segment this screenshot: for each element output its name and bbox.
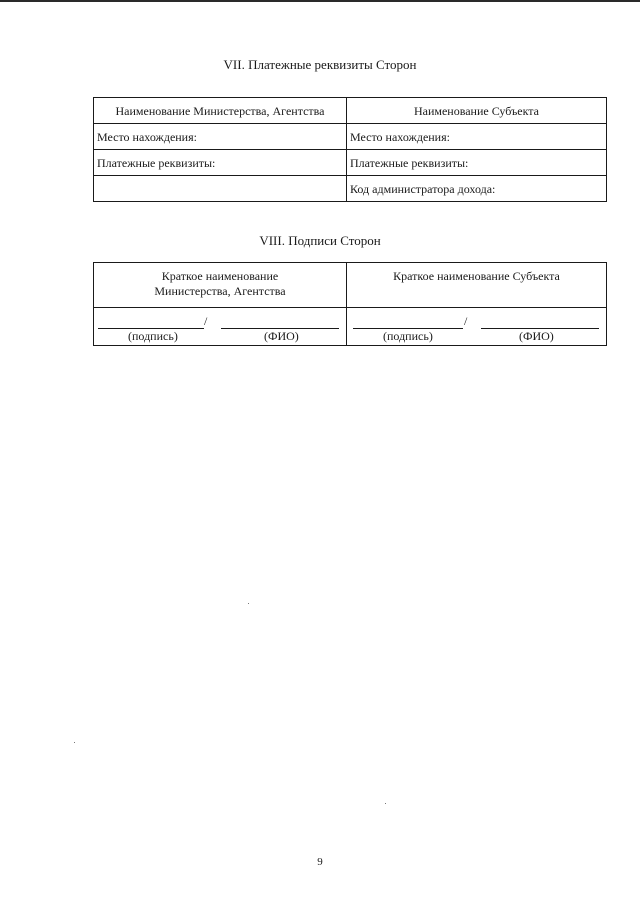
ministry-location-field: Место нахождения: bbox=[94, 124, 347, 150]
subject-signature-caption: (подпись) bbox=[383, 329, 433, 343]
ministry-short-name-line1: Краткое наименование bbox=[161, 269, 279, 283]
table-row bbox=[94, 308, 607, 346]
payment-details-table bbox=[93, 97, 607, 202]
subject-name-header: Наименование Субъекта bbox=[347, 98, 607, 124]
table-row bbox=[94, 124, 607, 150]
subject-payment-details-field: Платежные реквизиты: bbox=[347, 150, 607, 176]
ministry-payment-details-field: Платежные реквизиты: bbox=[94, 150, 347, 176]
table-row bbox=[94, 176, 607, 202]
subject-name-caption: (ФИО) bbox=[519, 329, 554, 343]
table-row bbox=[94, 263, 607, 308]
section-title-signatures: VIII. Подписи Сторон bbox=[259, 233, 381, 248]
scan-top-edge bbox=[0, 0, 640, 2]
ministry-short-name-header bbox=[94, 263, 347, 308]
scan-speck bbox=[385, 803, 386, 804]
ministry-short-name-line2: Министерства, Агентства bbox=[154, 284, 286, 298]
table-row bbox=[94, 98, 607, 124]
scan-speck bbox=[74, 742, 75, 743]
subject-signature-cell bbox=[347, 308, 607, 346]
ministry-slash: / bbox=[204, 314, 208, 328]
subject-slash: / bbox=[464, 314, 468, 328]
table-row bbox=[94, 150, 607, 176]
ministry-signature-cell bbox=[94, 308, 347, 346]
subject-admin-code-field: Код администратора дохода: bbox=[347, 176, 607, 202]
subject-location-field: Место нахождения: bbox=[347, 124, 607, 150]
subject-short-name-header: Краткое наименование Субъекта bbox=[347, 263, 607, 308]
ministry-name-header: Наименование Министерства, Агентства bbox=[94, 98, 347, 124]
page-number: 9 bbox=[317, 856, 323, 868]
ministry-empty-cell bbox=[94, 176, 347, 202]
scan-speck bbox=[248, 603, 249, 604]
signatures-table bbox=[93, 262, 607, 346]
section-title-payment-details: VII. Платежные реквизиты Сторон bbox=[223, 57, 417, 72]
ministry-signature-caption: (подпись) bbox=[128, 329, 178, 343]
ministry-name-caption: (ФИО) bbox=[264, 329, 299, 343]
